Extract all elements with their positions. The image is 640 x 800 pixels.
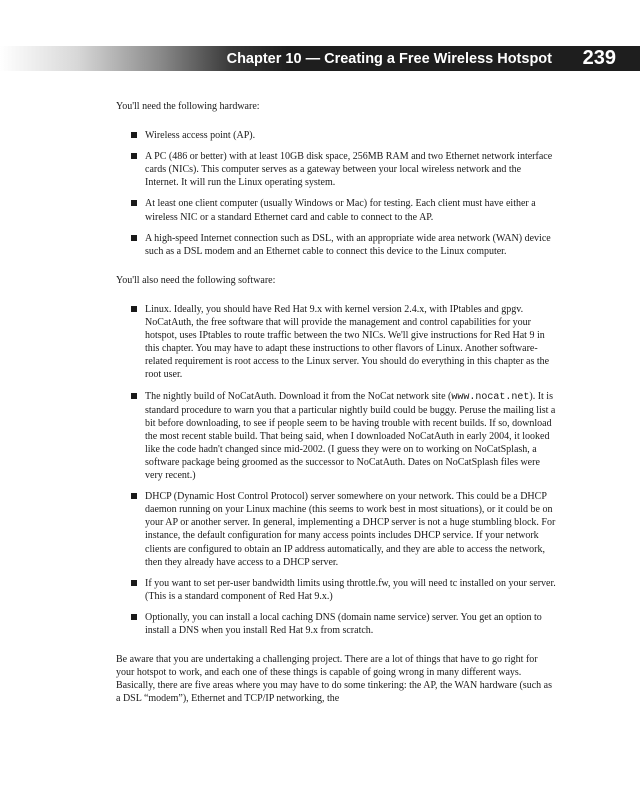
software-intro: You'll also need the following software:: [116, 274, 276, 286]
list-item-text: Linux. Ideally, you should have Red Hat 9.x with kernel version 2.4.x, with IPtables and gpgv. NoCatAuth, the free software that will provide the management and control capabilities for your hotspot, uses IPtables to route traffic between the two NICs. We'll give instructions for Red Hat 9 in this chapter. You may have to adapt these instructions to other flavors of Linux. Another software-related requirement is root access to the Linux server. You should do everything in this chapter as the root user.: [145, 303, 550, 381]
chapter-title: Chapter 10 — Creating a Free Wireless Hotspot: [226, 51, 552, 67]
square-bullet-icon: [131, 614, 137, 620]
list-item-text: At least one client computer (usually Windows or Mac) for testing. Each client must have either a wireless NIC or a standard Ethernet card and cable to connect to the AP.: [145, 198, 536, 223]
list-item: [116, 129, 556, 142]
square-bullet-icon: [131, 493, 137, 499]
list-item: [116, 232, 556, 258]
list-item: [116, 577, 556, 603]
square-bullet-icon: [131, 306, 137, 312]
hardware-intro: You'll need the following hardware:: [116, 101, 260, 112]
list-item-text: Optionally, you can install a local caching DNS (domain name service) server. You get an option to install a DNS when you install Red Hat 9.x from scratch.: [145, 611, 542, 636]
square-bullet-icon: [131, 235, 137, 241]
square-bullet-icon: [131, 153, 137, 159]
page-body: [116, 100, 556, 705]
list-item-text: Wireless access point (AP).: [145, 130, 256, 142]
square-bullet-icon: [131, 580, 137, 586]
list-item: [116, 490, 556, 569]
square-bullet-icon: [131, 200, 137, 206]
square-bullet-icon: [131, 132, 137, 138]
list-item-text: DHCP (Dynamic Host Control Protocol) server somewhere on your network. This could be a DHCP daemon running on your Linux machine (this seems to work best in most situations), or it could be on your AP or another server. In general, implementing a DHCP server is not a huge stumbling block. For instance, the default configuration for many access points includes DHCP service. If your network clients are configured to obtain an IP address automatically, and they are able to access the network, then they already have access to a DHCP server.: [145, 491, 556, 568]
square-bullet-icon: [131, 393, 137, 399]
list-item-text: If you want to set per-user bandwidth limits using throttle.fw, you will need tc installed on your server. (This is a standard component of Red Hat 9.x.): [145, 577, 556, 602]
list-item-text: A high-speed Internet connection such as DSL, with an appropriate wide area network (WAN) device such as a DSL modem and an Ethernet cable to connect this device to the Linux computer.: [145, 232, 551, 257]
nocat-url: www.nocat.net: [451, 391, 530, 403]
list-item: [116, 150, 556, 189]
hardware-list: [116, 129, 556, 258]
nocat-text-before: The nightly build of NoCatAuth. Download it from the NoCat network site (: [145, 390, 452, 402]
list-item: [116, 303, 556, 382]
list-item-text: A PC (486 or better) with at least 10GB disk space, 256MB RAM and two Ethernet network interface cards (NICs). This computer serves as a gateway between your local wireless network and the Internet. It will run the Linux operating system.: [145, 151, 553, 189]
closing-paragraph: Be aware that you are undertaking a challenging project. There are a lot of things that have to go right for your hotspot to work, and each one of these things is capable of going wrong in many different ways. Basically, there are five areas where you may have to do some tinkering: the AP, the WAN hardware (such as a DSL “modem”), Ethernet and TCP/IP networking, the: [116, 654, 552, 705]
nocat-text-after: ). It is standard procedure to warn you that a particular nightly build could be buggy. Peruse the mailing list a bit before downloading, to see if people seem to be having trouble with recent builds. If so, download the most recent stable build. That being said, when I downloaded NoCatAuth in early 2004, it looked like the code hadn't changed since mid-2002. (I guess they were on to working on NoCatSplash, a software package being groomed as the successor to NoCatAuth. Dates on NoCatSplash files were very recent.): [145, 390, 556, 482]
list-item: [116, 197, 556, 223]
list-item: [116, 611, 556, 637]
list-item: [116, 390, 556, 483]
page-number: 239: [582, 47, 616, 69]
software-list: [116, 303, 556, 637]
